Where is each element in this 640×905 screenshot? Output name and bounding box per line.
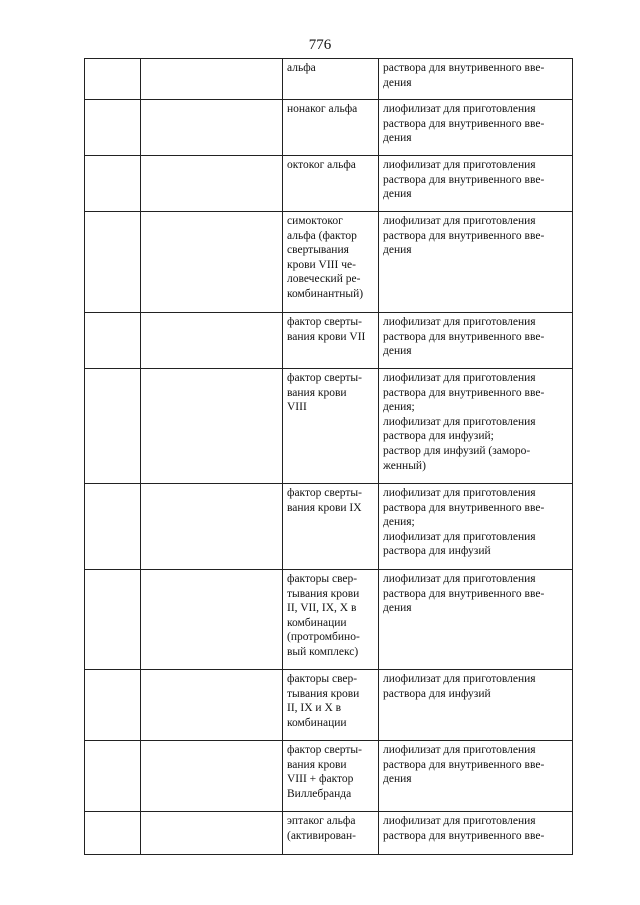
atc-code-cell — [85, 670, 141, 741]
group-cell — [141, 741, 283, 812]
dosage-form-cell — [379, 156, 573, 212]
dosage-form-cell-text: лиофилизат для приготовления раствора для внутривенного вве- дения — [383, 103, 545, 145]
table-row — [85, 484, 573, 570]
group-cell — [141, 369, 283, 484]
dosage-form-cell-text: лиофилизат для приготовления раствора для внутривенного вве- дения — [383, 573, 545, 615]
dosage-form-cell — [379, 59, 573, 100]
group-cell — [141, 313, 283, 369]
atc-code-cell — [85, 212, 141, 313]
group-cell — [141, 812, 283, 855]
dosage-form-cell-text: лиофилизат для приготовления раствора для внутривенного вве- дения — [383, 159, 545, 201]
table-row — [85, 812, 573, 855]
drug-name-cell — [283, 369, 379, 484]
atc-code-cell — [85, 100, 141, 156]
page-number: 776 — [308, 37, 332, 53]
group-cell — [141, 212, 283, 313]
dosage-form-cell-text: лиофилизат для приготовления раствора для внутривенного вве- дения — [383, 316, 545, 358]
dosage-form-cell — [379, 100, 573, 156]
drug-name-cell-text: фактор сверты- вания крови VIII — [287, 372, 362, 414]
dosage-form-cell-text: лиофилизат для приготовления раствора для внутривенного вве- дения; лиофилизат для приготовления раствора для инфузий; раствор для инфузий (заморо- женный) — [383, 372, 545, 472]
dosage-form-cell — [379, 570, 573, 670]
dosage-form-cell — [379, 812, 573, 855]
drug-name-cell-text: альфа — [287, 62, 316, 74]
atc-code-cell — [85, 570, 141, 670]
group-cell — [141, 484, 283, 570]
drug-name-cell-text: нонаког альфа — [287, 103, 358, 115]
group-cell — [141, 156, 283, 212]
dosage-form-cell-text: лиофилизат для приготовления раствора для инфузий — [383, 673, 536, 700]
drug-name-cell-text: фактор сверты- вания крови VIII + фактор Виллебранда — [287, 744, 362, 800]
table-row — [85, 156, 573, 212]
drug-name-cell-text: фактор сверты- вания крови IX — [287, 487, 362, 514]
drug-name-cell-text: фактор сверты- вания крови VII — [287, 316, 366, 343]
drug-name-cell-text: симоктоког альфа (фактор свертывания крови VIII че- ловеческий ре- комбинантный) — [287, 215, 364, 300]
atc-code-cell — [85, 484, 141, 570]
dosage-form-cell — [379, 741, 573, 812]
dosage-form-cell — [379, 313, 573, 369]
drug-name-cell-text: эптаког альфа (активирован- — [287, 815, 356, 842]
dosage-form-cell-text: лиофилизат для приготовления раствора для внутривенного вве- дения; лиофилизат для приготовления раствора для инфузий — [383, 487, 545, 558]
drug-name-cell-text: факторы свер- тывания крови II, IX и X в комбинации — [287, 673, 360, 729]
atc-code-cell — [85, 741, 141, 812]
group-cell — [141, 570, 283, 670]
drug-name-cell — [283, 812, 379, 855]
dosage-form-cell-text: лиофилизат для приготовления раствора для внутривенного вве- — [383, 815, 545, 842]
drug-name-cell-text: октоког альфа — [287, 159, 356, 171]
dosage-form-cell — [379, 670, 573, 741]
table-row — [85, 100, 573, 156]
table-row — [85, 59, 573, 100]
drug-name-cell — [283, 59, 379, 100]
atc-code-cell — [85, 313, 141, 369]
atc-code-cell — [85, 369, 141, 484]
atc-code-cell — [85, 156, 141, 212]
drug-name-cell — [283, 670, 379, 741]
table-row — [85, 570, 573, 670]
drug-name-cell-text: факторы свер- тывания крови II, VII, IX, X в комбинации (протромбино- вый комплекс) — [287, 573, 360, 658]
table-body — [85, 59, 573, 855]
group-cell — [141, 59, 283, 100]
atc-code-cell — [85, 812, 141, 855]
group-cell — [141, 670, 283, 741]
group-cell — [141, 100, 283, 156]
dosage-form-cell — [379, 484, 573, 570]
drug-table — [84, 58, 573, 855]
dosage-form-cell — [379, 369, 573, 484]
drug-name-cell — [283, 156, 379, 212]
table-row — [85, 741, 573, 812]
atc-code-cell — [85, 59, 141, 100]
dosage-form-cell-text: лиофилизат для приготовления раствора для внутривенного вве- дения — [383, 215, 545, 257]
dosage-form-cell-text: лиофилизат для приготовления раствора для внутривенного вве- дения — [383, 744, 545, 786]
drug-name-cell — [283, 570, 379, 670]
dosage-form-cell — [379, 212, 573, 313]
table-row — [85, 670, 573, 741]
drug-name-cell — [283, 100, 379, 156]
table-row — [85, 369, 573, 484]
drug-name-cell — [283, 741, 379, 812]
drug-name-cell — [283, 484, 379, 570]
dosage-form-cell-text: раствора для внутривенного вве- дения — [383, 62, 545, 89]
drug-name-cell — [283, 212, 379, 313]
table-row — [85, 212, 573, 313]
drug-name-cell — [283, 313, 379, 369]
table-row — [85, 313, 573, 369]
